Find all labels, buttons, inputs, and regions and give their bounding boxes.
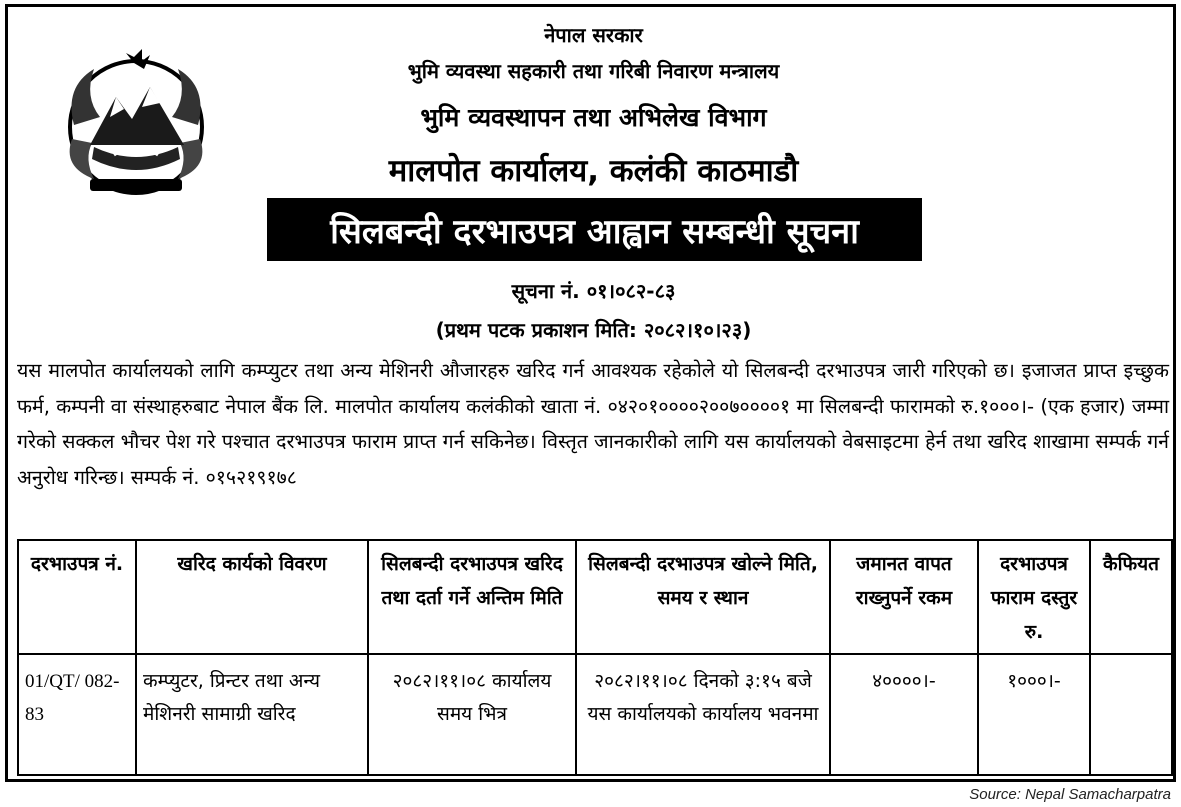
header-remarks: कैफियत xyxy=(1090,540,1172,654)
header-bid-number: दरभाउपत्र नं. xyxy=(18,540,136,654)
notice-title-banner: सिलबन्दी दरभाउपत्र आह्वान सम्बन्धी सूचना xyxy=(267,198,922,261)
cell-form-fee: १०००।- xyxy=(978,654,1090,775)
ministry-name: भुमि व्यवस्था सहकारी तथा गरिबी निवारण मन्त्रालय xyxy=(407,59,780,83)
header-description: खरिद कार्यको विवरण xyxy=(136,540,368,654)
notice-number: सूचना नं. ०१।०८२-८३ xyxy=(511,279,676,303)
publication-date: (प्रथम पटक प्रकाशन मिति: २०८२।१०।२३) xyxy=(435,318,752,342)
table-header-row xyxy=(18,540,1172,654)
bid-details-table xyxy=(17,539,1173,776)
cell-security-amount: ४००००।- xyxy=(830,654,978,775)
notice-frame xyxy=(5,4,1176,782)
header-deadline: सिलबन्दी दरभाउपत्र खरिद तथा दर्ता गर्ने अन्तिम मिति xyxy=(368,540,576,654)
notice-body-paragraph: यस मालपोत कार्यालयको लागि कम्प्युटर तथा अन्य मेशिनरी औजारहरु खरिद गर्न आवश्यक रहेकोले यो सिलबन्दी दरभाउपत्र जारी गरिएको छ। इजाजत प्राप्त इच्छुक फर्म, कम्पनी वा संस्थाहरुबाट नेपाल बैंक लि. मालपोत कार्यालय कलंकीको खाता नं. ०४२०१००००२००७००००१ मा सिलबन्दी फारामको रु.१०००।- (एक हजार) जम्मा गरेको सक्कल भौचर पेश गरे पश्चात दरभाउपत्र फाराम प्राप्त गर्न सकिनेछ। विस्तृत जानकारीको लागि यस कार्यालयको वेबसाइटमा हेर्न तथा खरिद शाखामा सम्पर्क गर्न अनुरोध गरिन्छ। सम्पर्क नं. ०१५२१९१७८ xyxy=(17,359,1169,489)
header-security-amount: जमानत वापत राख्नुपर्ने रकम xyxy=(830,540,978,654)
table-row xyxy=(18,654,1172,775)
cell-remarks xyxy=(1090,654,1172,775)
header-form-fee: दरभाउपत्र फाराम दस्तुर रु. xyxy=(978,540,1090,654)
department-name: भुमि व्यवस्थापन तथा अभिलेख विभाग xyxy=(420,103,767,132)
cell-bid-number: 01/QT/ 082-83 xyxy=(18,654,136,775)
office-name: मालपोत कार्यालय, कलंकी काठमाडौ xyxy=(388,153,799,189)
header-opening: सिलबन्दी दरभाउपत्र खोल्ने मिति, समय र स्थान xyxy=(576,540,830,654)
cell-description: कम्प्युटर, प्रिन्टर तथा अन्य मेशिनरी सामाग्री खरिद xyxy=(136,654,368,775)
cell-opening: २०८२।११।०८ दिनको ३:१५ बजे यस कार्यालयको कार्यालय भवनमा xyxy=(576,654,830,775)
cell-deadline: २०८२।११।०८ कार्यालय समय भित्र xyxy=(368,654,576,775)
source-credit: Source: Nepal Samacharpatra xyxy=(969,786,1171,803)
government-name: नेपाल सरकार xyxy=(544,23,643,47)
